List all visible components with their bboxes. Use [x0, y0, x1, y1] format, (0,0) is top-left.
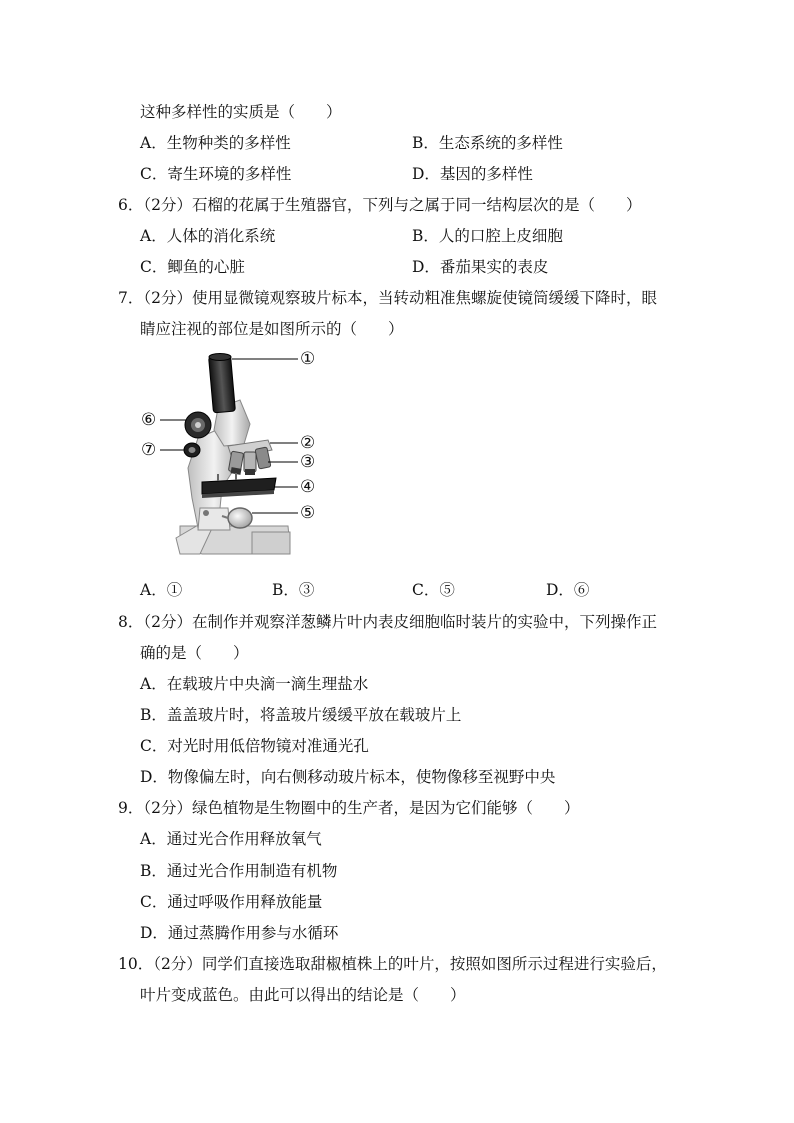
q7-option-c: C．⑤: [412, 581, 455, 599]
q5-option-a: A．生物种类的多样性: [140, 134, 291, 152]
q9-stem: 9．（2分）绿色植物是生物圈中的生产者，是因为它们能够（ ）: [118, 799, 580, 817]
q8-option-c: C．对光时用低倍物镜对准通光孔: [140, 737, 369, 755]
label-2: ②: [300, 433, 316, 453]
q8-stem-line1: 8．（2分）在制作并观察洋葱鳞片叶内表皮细胞临时装片的实验中，下列操作正: [118, 613, 657, 631]
q5-option-b: B．生态系统的多样性: [412, 134, 563, 152]
q6-option-a: A．人体的消化系统: [140, 227, 276, 245]
q9-option-b: B．通过光合作用制造有机物: [140, 862, 338, 880]
label-3: ③: [300, 452, 316, 472]
q5-option-c: C．寄生环境的多样性: [140, 165, 292, 183]
q6-option-b: B．人的口腔上皮细胞: [412, 227, 563, 245]
label-1: ①: [300, 349, 316, 369]
q10-stem-line2: 叶片变成蓝色。由此可以得出的结论是（ ）: [140, 986, 466, 1004]
q9-option-a: A．通过光合作用释放氧气: [140, 830, 322, 848]
microscope-figure: [140, 348, 330, 563]
q8-stem-line2: 确的是（ ）: [140, 644, 249, 662]
label-4: ④: [300, 477, 316, 497]
q9-option-d: D．通过蒸腾作用参与水循环: [140, 924, 339, 942]
q7-stem-line1: 7．（2分）使用显微镜观察玻片标本，当转动粗准焦螺旋使镜筒缓缓下降时，眼: [118, 289, 657, 307]
q7-option-a: A．①: [140, 581, 183, 599]
q5-stem-continuation: 这种多样性的实质是（ ）: [140, 103, 342, 121]
q6-option-c: C．鲫鱼的心脏: [140, 258, 245, 276]
q6-stem: 6．（2分）石榴的花属于生殖器官，下列与之属于同一结构层次的是（ ）: [118, 196, 642, 214]
label-7: ⑦: [141, 440, 157, 460]
q8-option-a: A．在载玻片中央滴一滴生理盐水: [140, 675, 369, 693]
q8-option-b: B．盖盖玻片时，将盖玻片缓缓平放在载玻片上: [140, 706, 462, 724]
q7-option-d: D．⑥: [546, 581, 590, 599]
q8-option-d: D．物像偏左时，向右侧移动玻片标本，使物像移至视野中央: [140, 768, 556, 786]
q6-option-d: D．番茄果实的表皮: [412, 258, 549, 276]
label-6: ⑥: [141, 410, 157, 430]
q10-stem-line1: 10．（2分）同学们直接选取甜椒植株上的叶片，按照如图所示过程进行实验后，: [118, 955, 667, 973]
q7-stem-line2: 睛应注视的部位是如图所示的（ ）: [140, 320, 404, 338]
q5-option-d: D．基因的多样性: [412, 165, 533, 183]
q9-option-c: C．通过呼吸作用释放能量: [140, 893, 323, 911]
label-5: ⑤: [300, 503, 316, 523]
q7-option-b: B．③: [272, 581, 315, 599]
